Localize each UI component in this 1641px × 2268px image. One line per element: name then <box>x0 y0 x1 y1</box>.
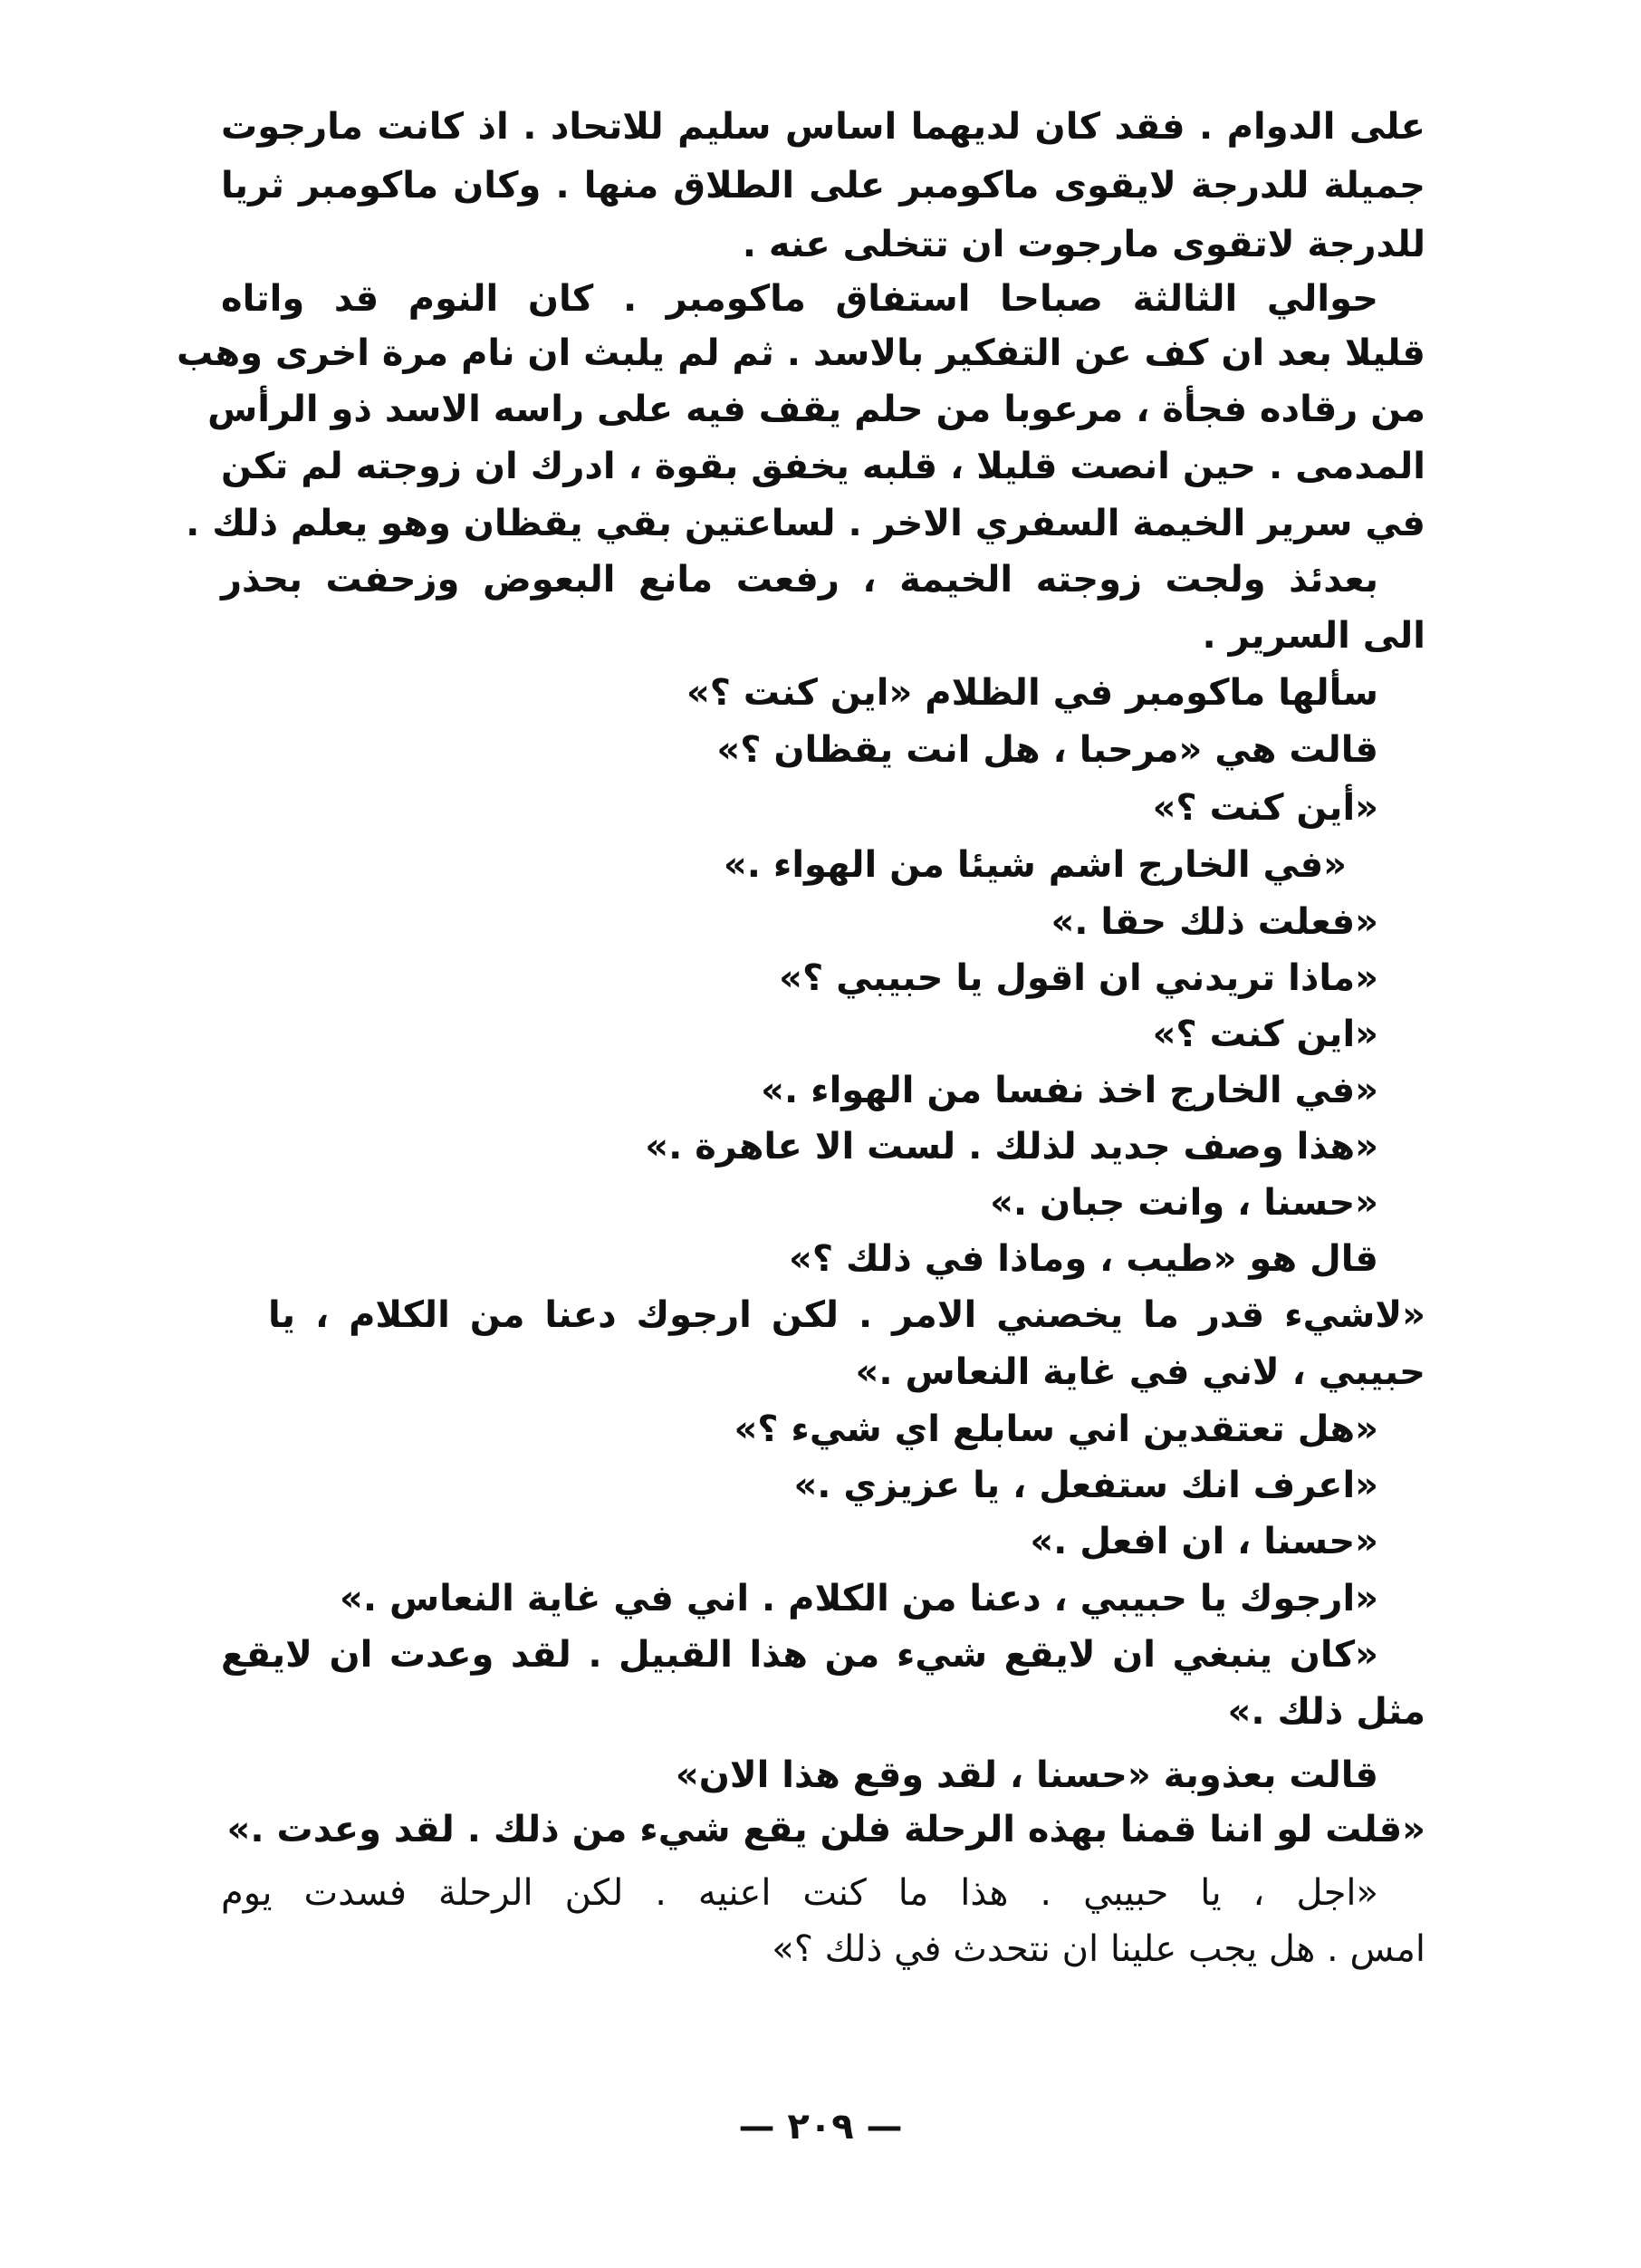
text-line: «اعرف انك ستفعل ، يا عزيزي .» <box>793 1465 1378 1506</box>
text-line: «حسنا ، وانت جبان .» <box>990 1182 1378 1224</box>
text-line: «قلت لو اننا قمنا بهذه الرحلة فلن يقع شيء من ذلك . لقد وعدت .» <box>226 1809 1425 1850</box>
text-line: حبيبي ، لاني في غاية النعاس .» <box>855 1351 1425 1393</box>
text-line: «حسنا ، ان افعل .» <box>1030 1521 1378 1562</box>
text-line: امس . هل يجب علينا ان نتحدث في ذلك ؟» <box>772 1928 1425 1970</box>
text-line: «ماذا تريدني ان اقول يا حبيبي ؟» <box>779 957 1378 999</box>
text-line: «ارجوك يا حبيبي ، دعنا من الكلام . اني في غاية النعاس .» <box>340 1578 1378 1619</box>
text-line: المدمى . حين انصت قليلا ، قلبه يخفق بقوة ، ادرك ان زوجته لم تكن <box>221 446 1425 487</box>
text-line: «كان ينبغي ان لايقع شيء من هذا القبيل . لقد وعدت ان لايقع <box>221 1634 1378 1676</box>
text-line: حوالي الثالثة صباحا استفاق ماكومبر . كان النوم قد واتاه <box>221 278 1378 320</box>
text-line: جميلة للدرجة لايقوى ماكومبر على الطلاق منها . وكان ماكومبر ثريا <box>221 165 1425 207</box>
text-line: «لاشيء قدر ما يخصني الامر . لكن ارجوك دعنا من الكلام ، يا <box>268 1294 1425 1336</box>
text-line: قالت هي «مرحبا ، هل انت يقظان ؟» <box>716 729 1378 771</box>
text-line: «في الخارج اشم شيئا من الهواء .» <box>723 844 1347 886</box>
text-line: «هذا وصف جديد لذلك . لست الا عاهرة .» <box>645 1126 1378 1168</box>
text-line: قليلا بعد ان كف عن التفكير بالاسد . ثم لم يلبث ان نام مرة اخرى وهب <box>177 332 1425 374</box>
page-number: — ٢٠٩ — <box>738 2106 903 2148</box>
text-line: في سرير الخيمة السفري الاخر . لساعتين بقي يقظان وهو يعلم ذلك . <box>186 503 1425 544</box>
text-line: «اين كنت ؟» <box>1152 1014 1378 1055</box>
text-line: من رقاده فجأة ، مرعوبا من حلم يقف فيه على راسه الاسد ذو الرأس <box>207 389 1425 430</box>
text-line: مثل ذلك .» <box>1227 1691 1425 1733</box>
text-line: قال هو «طيب ، وماذا في ذلك ؟» <box>789 1238 1378 1280</box>
text-line: «في الخارج اخذ نفسا من الهواء .» <box>761 1070 1378 1111</box>
text-line: «أين كنت ؟» <box>1152 787 1378 829</box>
text-line: قالت بعذوبة «حسنا ، لقد وقع هذا الان» <box>675 1754 1378 1796</box>
text-line: على الدوام . فقد كان لديهما اساس سليم للاتحاد . اذ كانت مارجوت <box>221 106 1425 148</box>
text-line: للدرجة لاتقوى مارجوت ان تتخلى عنه . <box>742 224 1425 265</box>
text-line: سألها ماكومبر في الظلام «اين كنت ؟» <box>686 672 1378 714</box>
text-line: بعدئذ ولجت زوجته الخيمة ، رفعت مانع البعوض وزحفت بحذر <box>221 559 1378 601</box>
text-line: «فعلت ذلك حقا .» <box>1051 901 1378 943</box>
text-line: «اجل ، يا حبيبي . هذا ما كنت اعنيه . لكن الرحلة فسدت يوم <box>221 1872 1378 1914</box>
text-line: الى السرير . <box>1202 615 1425 657</box>
text-line: «هل تعتقدين اني سابلع اي شيء ؟» <box>734 1408 1378 1450</box>
